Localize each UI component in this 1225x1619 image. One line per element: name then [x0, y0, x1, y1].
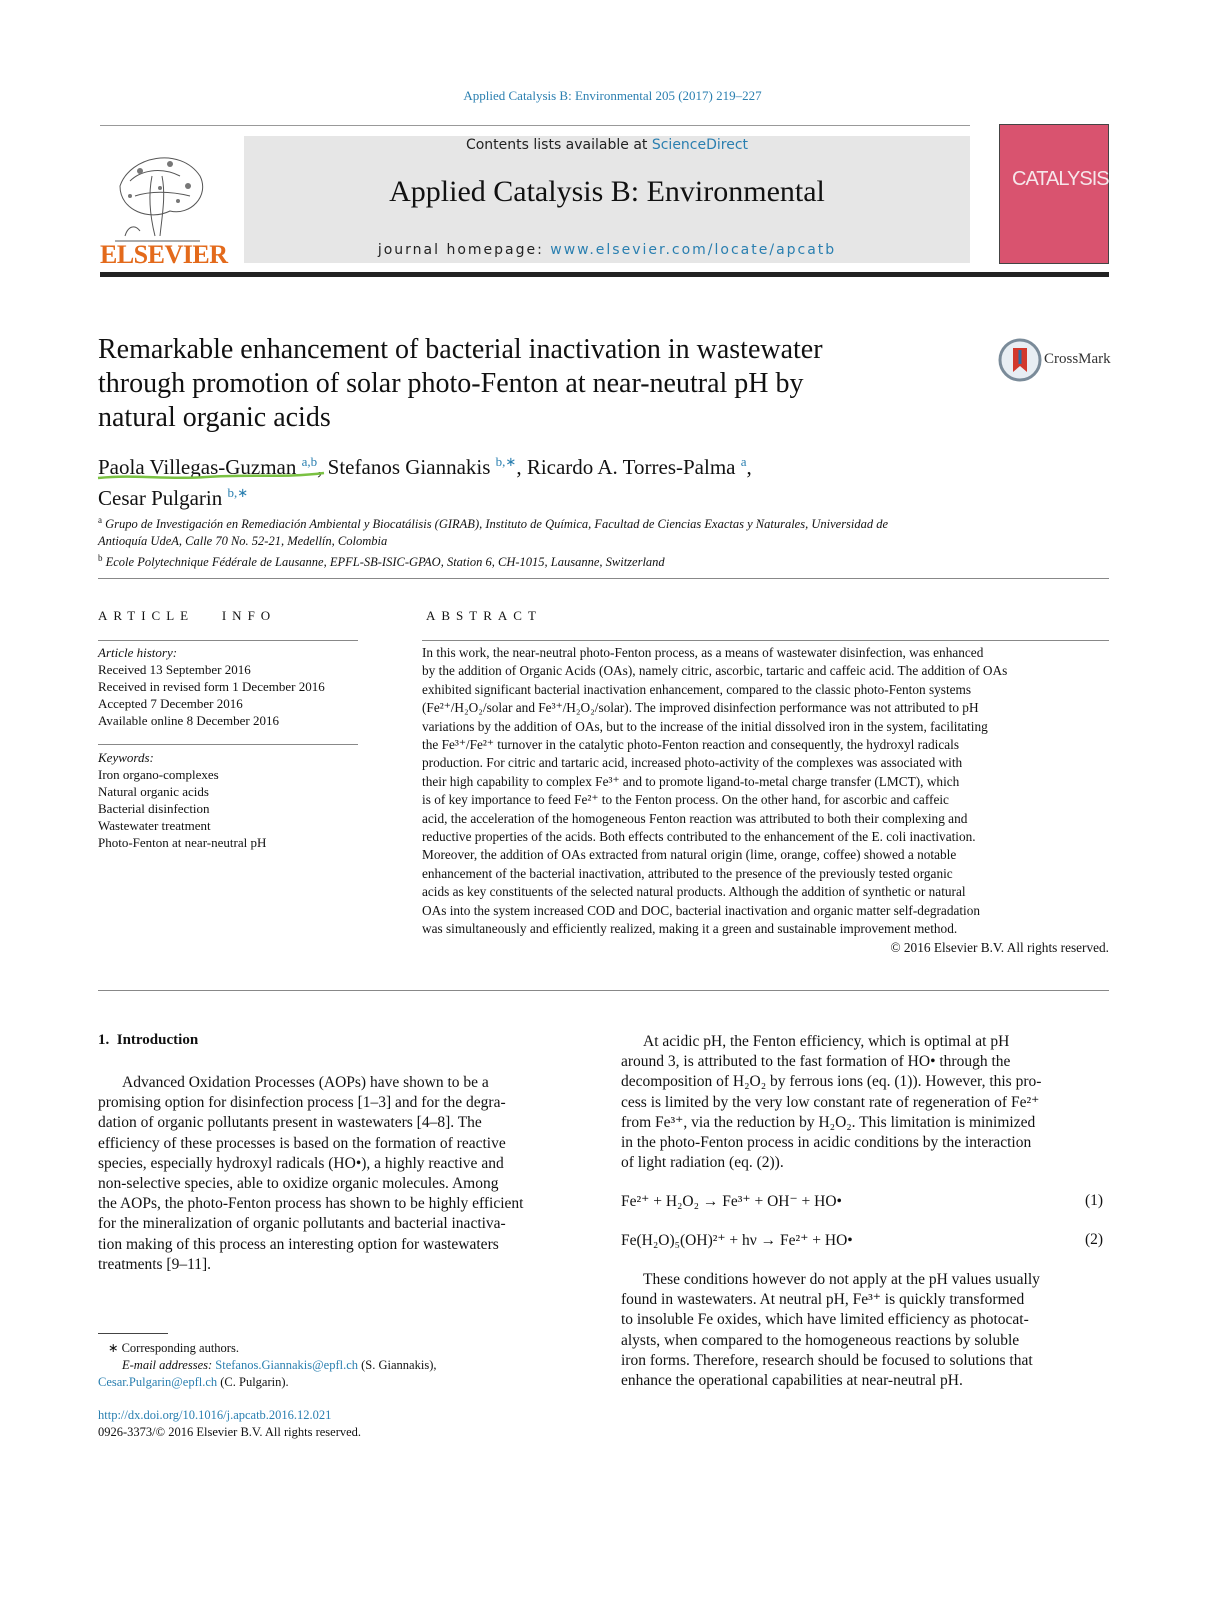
abstract-line: exhibited significant bacterial inactivation enhancement, compared to the classic photo-Fenton systems — [422, 681, 972, 697]
history-label: Article history: — [98, 645, 178, 660]
email-link[interactable]: Stefanos.Giannakis@epfl.ch — [215, 1358, 359, 1372]
body-line: cess is limited by the very low constant rate of regeneration of Fe²⁺ — [621, 1093, 1040, 1111]
divider — [98, 744, 358, 745]
cover-title: CATALYSIS — [1012, 168, 1109, 190]
article-title — [98, 333, 958, 435]
body-line: for the mineralization of organic pollutants and bacterial inactiva- — [98, 1215, 506, 1233]
header-thick-rule — [100, 272, 1109, 277]
abstract-line: was simultaneously and efficiently realized, making it a green and sustainable improvement method. — [422, 921, 958, 937]
abstract-line: reductive properties of the acids. Both effects contributed to the enhancement of the E. coli inactivation. — [422, 829, 976, 845]
author-list: Paola Villegas-Guzman $^{a,b}$, Stefanos Giannakis $^{b,∗}$, Ricardo A. Torres-Palma $^a$, Cesar Pulgarin $^{b,∗}$ — [98, 454, 752, 510]
keyword: Wastewater treatment — [98, 818, 211, 833]
body-line: alysts, when compared to the homogeneous reactions by soluble — [621, 1331, 1020, 1349]
abstract-line: acids as key constituents of the selected natural products. Although the addition of synthetic or natural — [422, 884, 966, 900]
abstract-line: by the addition of Organic Acids (OAs), namely citric, ascorbic, tartaric and caffeic acid. The addition of OAs — [422, 663, 1008, 679]
doi-block — [98, 1407, 598, 1441]
abstract-line: OAs into the system increased COD and DOC, bacterial inactivation and organic matter self-degradation — [422, 902, 981, 918]
abstract-body — [422, 644, 1109, 957]
email-label: E-mail addresses: — [122, 1358, 216, 1372]
body-line: efficiency of these processes is based on the formation of reactive — [98, 1134, 506, 1152]
intro-right-column-top — [621, 1032, 1109, 1173]
body-line: tion making of this process an interesting option for wastewaters — [98, 1235, 499, 1253]
article-history — [98, 644, 358, 729]
body-line: decomposition of H₂O₂ by ferrous ions (eq. (1)). However, this pro- — [621, 1073, 1042, 1091]
author-affil-mark[interactable]: a,b — [301, 454, 318, 469]
abstract-line: the Fe³⁺/Fe²⁺ turnover in the catalytic photo-Fenton reaction and consequently, the hydroxyl radicals — [422, 737, 959, 753]
keywords-label: Keywords: — [98, 750, 154, 765]
divider — [422, 640, 1109, 641]
abstract-line: is of key importance to feed Fe²⁺ to the Fenton process. On the other hand, for ascorbic and caffeic — [422, 792, 949, 808]
divider — [98, 640, 358, 641]
journal-title: Applied Catalysis B: Environmental — [389, 175, 825, 208]
crossmark-icon — [998, 338, 1042, 382]
abstract-line: In this work, the near-neutral photo-Fenton process, as a means of wastewater disinfection, was enhanced — [422, 645, 984, 660]
author-affil-mark[interactable]: a — [740, 454, 747, 469]
equation-2-number: (2) — [1085, 1231, 1104, 1248]
author-name[interactable]: Stefanos Giannakis — [327, 455, 491, 479]
email-owner: (C. Pulgarin). — [217, 1375, 289, 1389]
homepage-link[interactable]: www.elsevier.com/locate/apcatb — [550, 242, 837, 258]
body-line: to insoluble Fe oxides, which have limited efficiency as photocat- — [621, 1311, 1029, 1329]
history-item: Available online 8 December 2016 — [98, 713, 279, 728]
author-affil-mark[interactable]: b,∗ — [495, 454, 517, 469]
title-line: Remarkable enhancement of bacterial inactivation in wastewater — [98, 334, 823, 365]
body-line: dation of organic pollutants present in wastewaters [4–8]. The — [98, 1114, 482, 1132]
body-line: promising option for disinfection process [1–3] and for the degra- — [98, 1094, 506, 1112]
body-line: in the photo-Fenton process in acidic conditions by the interaction — [621, 1134, 1032, 1152]
affil-text: Antioquía UdeA, Calle 70 No. 52-21, Medellín, Colombia — [98, 534, 388, 549]
body-line: found in wastewaters. At neutral pH, Fe³⁺ is quickly transformed — [621, 1291, 1025, 1309]
journal-homepage — [244, 242, 970, 258]
history-item: Accepted 7 December 2016 — [98, 696, 243, 711]
body-line: species, especially hydroxyl radicals (HO•), a highly reactive and — [98, 1154, 504, 1172]
author-underline-highlight — [96, 468, 326, 482]
email-link[interactable]: Cesar.Pulgarin@epfl.ch — [98, 1375, 218, 1389]
equation-1: Fe²⁺ + H₂O₂ → Fe³⁺ + OH⁻ + HO• — [621, 1193, 842, 1210]
history-item: Received in revised form 1 December 2016 — [98, 679, 325, 694]
equation-1-number: (1) — [1085, 1192, 1104, 1209]
elsevier-wordmark: ELSEVIER — [100, 240, 228, 269]
footnote-block — [98, 1340, 598, 1391]
body-line: At acidic pH, the Fenton efficiency, which is optimal at pH — [643, 1033, 1010, 1050]
intro-right-column-bottom — [621, 1270, 1109, 1391]
article-info-heading: ARTICLE INFO — [98, 608, 277, 623]
issn-line: 0926-3373/© 2016 Elsevier B.V. All rights reserved. — [98, 1425, 362, 1439]
abstract-line: their high capability to complex Fe³⁺ and to promote ligand-to-metal charge transfer (LMCT), which — [422, 773, 960, 789]
body-line: Advanced Oxidation Processes (AOPs) have shown to be a — [122, 1074, 489, 1091]
affil-text: Ecole Polytechnique Fédérale de Lausanne, EPFL-SB-ISIC-GPAO, Station 6, CH-1015, Lausanne, Switzerland — [105, 555, 665, 570]
email-owner: (S. Giannakis), — [358, 1358, 437, 1372]
intro-heading: 1. Introduction — [98, 1032, 199, 1048]
contents-line — [244, 137, 970, 153]
keyword: Photo-Fenton at near-neutral pH — [98, 835, 267, 850]
title-line: natural organic acids — [98, 402, 331, 433]
sciencedirect-link[interactable]: ScienceDirect — [651, 137, 749, 153]
journal-cover-thumbnail[interactable] — [999, 124, 1109, 264]
body-line: enhance the operational capabilities at near-neutral pH. — [621, 1372, 963, 1390]
keyword: Iron organo-complexes — [98, 767, 219, 782]
corresponding-note: ∗ Corresponding authors. — [108, 1341, 239, 1355]
author-name[interactable]: Paola Villegas-Guzman — [98, 455, 297, 479]
keywords — [98, 749, 358, 851]
abstract-copyright: © 2016 Elsevier B.V. All rights reserved. — [890, 939, 1109, 955]
abstract-line: Moreover, the addition of OAs extracted from natural origin (lime, orange, coffee) showed a notable — [422, 847, 957, 863]
body-line: treatments [9–11]. — [98, 1255, 212, 1273]
header-divider — [100, 125, 970, 126]
author-affil-mark[interactable]: b,∗ — [227, 485, 249, 500]
abstract-line: production. For citric and tartaric acid, increased photo-activity of the complexes was associated with — [422, 755, 963, 771]
affil-text: Grupo de Investigación en Remediación Ambiental y Biocatálisis (GIRAB), Instituto de Química, Facultad de Ciencias Exactas y Naturales, Universidad de — [105, 517, 889, 532]
history-item: Received 13 September 2016 — [98, 662, 251, 677]
body-line: These conditions however do not apply at the pH values usually — [643, 1271, 1040, 1288]
section-divider — [98, 578, 1109, 579]
section-divider — [98, 990, 1109, 991]
contents-prefix: Contents lists available at — [465, 137, 652, 153]
affiliations — [98, 512, 978, 571]
affil-mark: a — [98, 515, 102, 525]
abstract-line: (Fe²⁺/H₂O₂/solar and Fe³⁺/H₂O₂/solar). The improved disinfection performance was not attributed to pH — [422, 700, 979, 716]
abstract-line: enhancement of the bacterial inactivation, attributed to the presence of the previously tested organic — [422, 865, 953, 881]
equation-2: Fe(H₂O)₅(OH)²⁺ + hν → Fe²⁺ + HO• — [621, 1232, 853, 1249]
doi-link[interactable]: http://dx.doi.org/10.1016/j.apcatb.2016.12.021 — [98, 1408, 332, 1422]
homepage-prefix: journal homepage: — [377, 242, 551, 258]
keyword: Natural organic acids — [98, 784, 209, 799]
crossmark-label: CrossMark — [1044, 351, 1111, 367]
body-line: iron forms. Therefore, research should be focused to solutions that — [621, 1351, 1033, 1369]
abstract-heading: ABSTRACT — [426, 608, 542, 623]
footnote-rule — [98, 1333, 168, 1334]
abstract-line: acid, the acceleration of the homogeneous Fenton reaction was attributed to both their complexing and — [422, 810, 968, 826]
author-name[interactable]: Ricardo A. Torres-Palma — [526, 455, 736, 479]
intro-left-column — [98, 1073, 587, 1275]
keyword: Bacterial disinfection — [98, 801, 210, 816]
body-line: of light radiation (eq. (2)). — [621, 1154, 784, 1172]
author-name[interactable]: Cesar Pulgarin — [98, 486, 223, 510]
crossmark-badge[interactable] — [998, 338, 1111, 382]
body-line: the AOPs, the photo-Fenton process has shown to be highly efficient — [98, 1195, 524, 1213]
body-line: around 3, is attributed to the fast formation of HO• through the — [621, 1053, 1011, 1071]
affil-mark: b — [98, 553, 103, 564]
body-line: non-selective species, able to oxidize organic molecules. Among — [98, 1175, 499, 1193]
title-line: through promotion of solar photo-Fenton at near-neutral pH by — [98, 368, 804, 399]
journal-reference[interactable]: Applied Catalysis B: Environmental 205 (2017) 219–227 — [463, 88, 762, 103]
body-line: from Fe³⁺, via the reduction by H₂O₂. This limitation is minimized — [621, 1113, 1036, 1131]
abstract-line: variations by the addition of OAs, but to the increase of the initial dissolved iron in the system, facilitating — [422, 718, 988, 734]
